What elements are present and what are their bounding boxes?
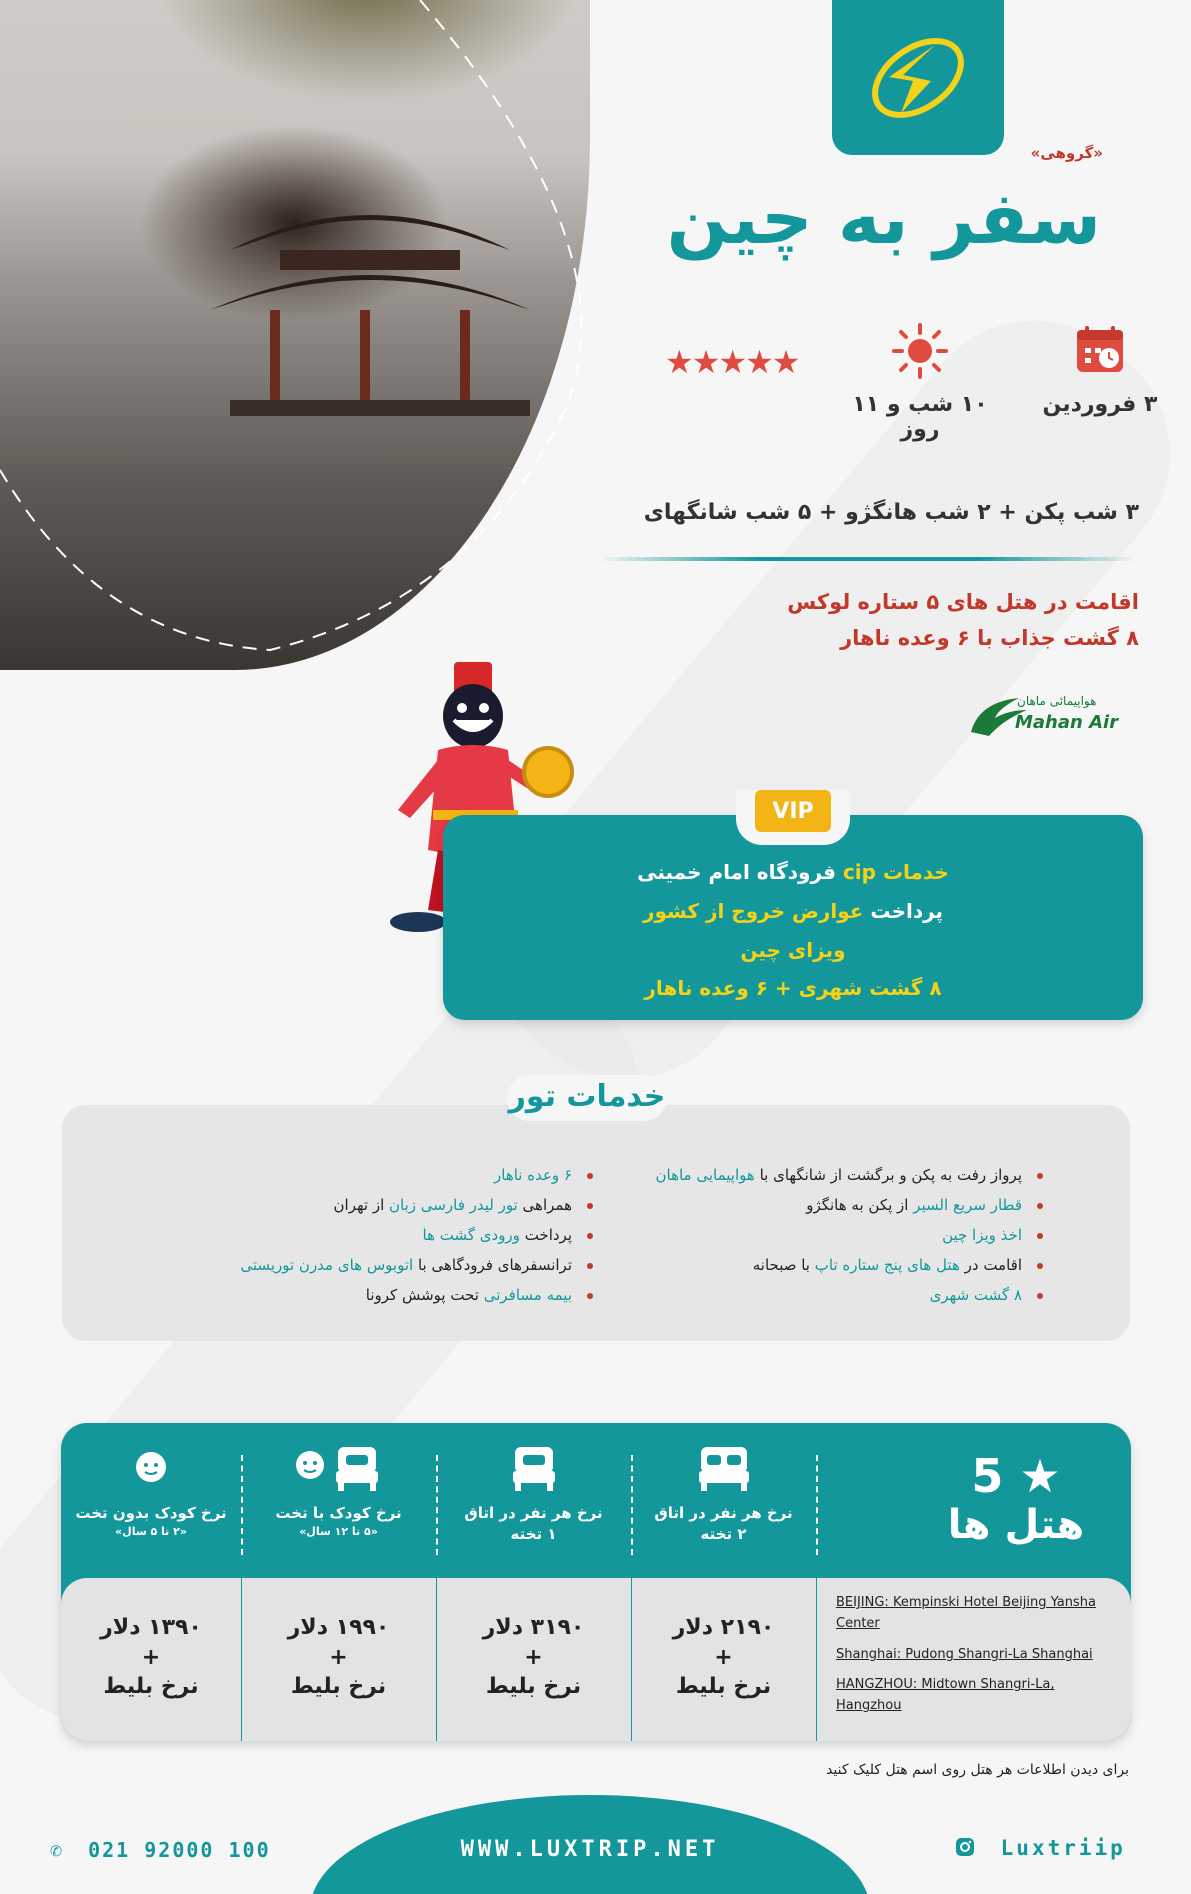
vip-line: خدمات cip فرودگاه امام خمینی [637, 860, 949, 884]
phone-number: 021 92000 100 [88, 1838, 271, 1862]
hotel-link-hangzhou[interactable]: HANGZHOU: Midtown Shangri-La, Hangzhou [836, 1677, 1055, 1714]
price-plus: + [329, 1644, 348, 1670]
vip-line: پرداخت عوارض خروج از کشور [642, 899, 944, 923]
page-title: سفر به چین [666, 176, 1101, 260]
price-ticket: نرخ بلیط [485, 1674, 582, 1700]
mahan-air-logo [969, 690, 1139, 740]
column-sublabel: «۵ تا ۱۲ سال» [299, 1525, 378, 1538]
price-single-room [436, 1613, 631, 1702]
hotel-list [836, 1593, 1121, 1727]
brand-logo[interactable] [832, 0, 1004, 155]
vip-badge: VIP [755, 790, 831, 832]
vip-line: ۸ گشت شهری + ۶ وعده ناهار [644, 976, 942, 1000]
price-plus: + [714, 1644, 733, 1670]
price-ticket: نرخ بلیط [675, 1674, 772, 1700]
child-icon [131, 1443, 171, 1493]
list-item: اقامت در هتل های پنج ستاره تاپ با صبحانه [655, 1250, 1046, 1280]
divider [598, 557, 1138, 561]
column-label: نرخ کودک با تخت [275, 1504, 402, 1522]
duration-info [845, 322, 995, 442]
header-double-room [631, 1443, 816, 1545]
star-icon: ★ [745, 343, 772, 381]
group-tag: «گروهی» [1030, 144, 1103, 162]
header-child-with-bed [241, 1443, 436, 1539]
price-child-with-bed [241, 1613, 436, 1702]
list-item: پرواز رفت به پکن و برگشت از شانگهای با هواپیمایی ماهان [655, 1160, 1046, 1190]
child-with-bed-icon [294, 1443, 384, 1493]
double-bed-icon [697, 1443, 751, 1493]
phone-icon: ✆ [50, 1838, 65, 1862]
tour-services-left-list [240, 1160, 596, 1310]
list-item: ترانسفرهای فرودگاهی با اتوبوس های مدرن توریستی [240, 1250, 596, 1280]
price-plus: + [141, 1644, 161, 1670]
feature-line: ۸ گشت جذاب با ۶ وعده ناهار [840, 626, 1139, 650]
price-double-room [631, 1613, 816, 1702]
single-bed-icon [511, 1443, 557, 1493]
list-item: ۸ گشت شهری [655, 1280, 1046, 1310]
star-icon: ★ [691, 343, 719, 381]
column-label: نرخ هر نفر در اتاق ۱ تخته [464, 1504, 603, 1543]
airline-name-fa: هواپیمائی ماهان [1017, 694, 1097, 708]
price-ticket: نرخ بلیط [103, 1674, 199, 1700]
photo-dashed-border [0, 0, 600, 680]
divider [816, 1578, 817, 1741]
hotels-label: هتل ها [947, 1502, 1085, 1548]
star-icon: ★ [718, 343, 746, 381]
star-icon: ★ [665, 343, 692, 381]
list-item: قطار سریع السیر از پکن به هانگژو [655, 1190, 1046, 1220]
hotel-link-beijing[interactable]: BEIJING: Kempinski Hotel Beijing Yansha Center [836, 1595, 1096, 1631]
date-label: ۳ فروردین [1042, 392, 1158, 417]
phone-contact[interactable] [50, 1838, 271, 1862]
column-label: نرخ هر نفر در اتاق ۲ تخته [654, 1504, 793, 1543]
luxtrip-logo-icon [863, 23, 973, 133]
hotels-star-header [916, 1449, 1116, 1551]
airline-name: Mahan Air [1015, 712, 1119, 733]
date-info [1035, 322, 1165, 417]
feature-line: اقامت در هتل های ۵ ستاره لوکس [787, 590, 1139, 614]
list-item: بیمه مسافرتی تحت پوشش کرونا [240, 1280, 596, 1310]
price-value: ۲۱۹۰ دلار [672, 1615, 775, 1640]
price-ticket: نرخ بلیط [290, 1674, 387, 1700]
instagram-contact[interactable] [955, 1836, 1126, 1860]
price-child-no-bed [61, 1613, 241, 1702]
rating-stars [665, 343, 815, 381]
instagram-icon [955, 1837, 975, 1857]
pricing-table [61, 1423, 1131, 1741]
calendar-icon [1073, 322, 1127, 376]
list-item: ۶ وعده ناهار [240, 1160, 596, 1190]
price-value: ۳۱۹۰ دلار [482, 1615, 585, 1640]
tour-services-title: خدمات تور [508, 1079, 666, 1114]
duration-label: ۱۰ شب و ۱۱ روز [852, 392, 988, 442]
price-value: ۱۹۹۰ دلار [287, 1615, 390, 1640]
sun-icon [891, 322, 949, 380]
list-item: همراهی تور لیدر فارسی زبان از تهران [240, 1190, 596, 1220]
price-plus: + [524, 1644, 543, 1670]
divider [816, 1455, 818, 1555]
website-link[interactable]: WWW.LUXTRIP.NET [460, 1837, 720, 1862]
header-single-room [436, 1443, 631, 1545]
star-icon: ★ [771, 343, 799, 381]
list-item: اخذ ویزا چین [655, 1220, 1046, 1250]
header-child-no-bed [61, 1443, 241, 1539]
tour-services-right-list [655, 1160, 1046, 1310]
star-icon: ★ [1019, 1449, 1061, 1503]
vip-line: ویزای چین [740, 938, 846, 962]
list-item: پرداخت ورودی گشت ها [240, 1220, 596, 1250]
hotel-click-note: برای دیدن اطلاعات هر هتل روی اسم هتل کلیک کنید [826, 1762, 1129, 1778]
price-value: ۱۳۹۰ دلار [100, 1615, 202, 1640]
five-star-label: 5 ★ [971, 1449, 1061, 1503]
instagram-handle: Luxtriip [1000, 1836, 1126, 1860]
column-label: نرخ کودک بدون تخت [75, 1504, 227, 1522]
hotel-link-shanghai[interactable]: Shanghai: Pudong Shangri-La Shanghai [836, 1646, 1093, 1662]
column-sublabel: «۲ تا ۵ سال» [115, 1525, 187, 1538]
route-summary: ۳ شب پکن + ۲ شب هانگژو + ۵ شب شانگهای [643, 500, 1139, 525]
